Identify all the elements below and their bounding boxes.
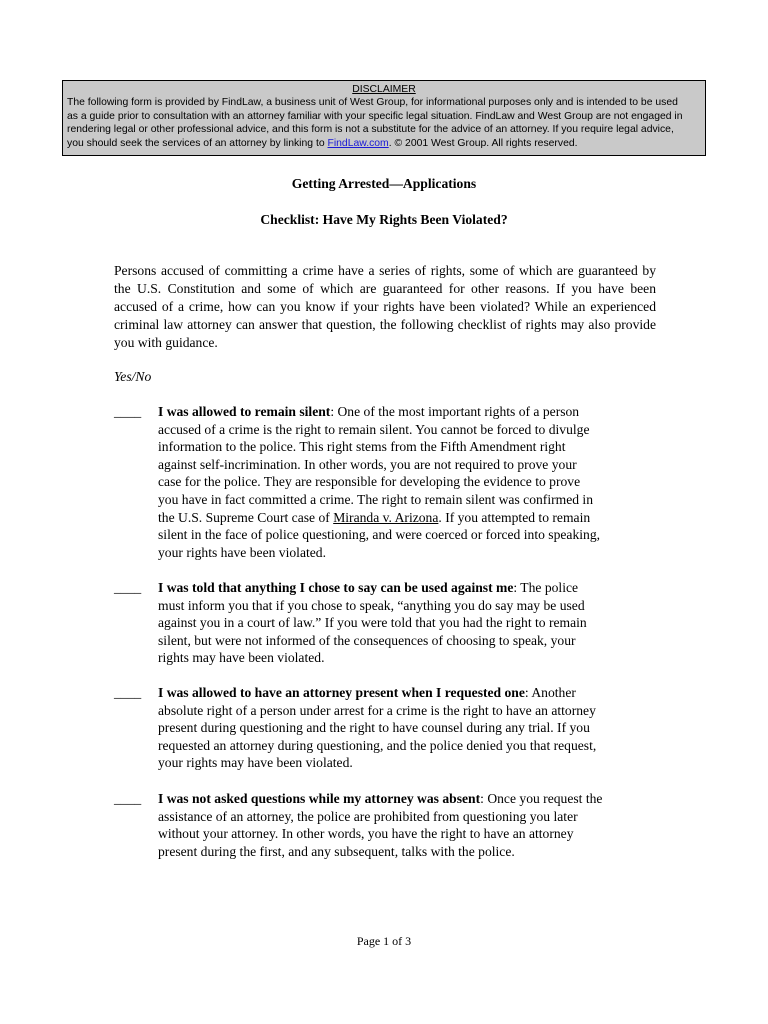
item-line	[158, 684, 656, 702]
answer-blank[interactable]: ____	[114, 580, 142, 595]
item-line	[158, 403, 656, 421]
disclaimer-line	[67, 137, 701, 150]
item-line: silent in the face of police questioning, and were coerced or forced into speaking,	[158, 527, 601, 543]
item-text: : Another	[524, 685, 576, 700]
checklist-item-body	[158, 579, 656, 667]
item-text: : Once you request the	[480, 791, 603, 806]
item-line: against self-incrimination. In other words, you are not required to prove your	[158, 456, 577, 472]
disclaimer-box	[62, 80, 706, 156]
checklist-item-body	[158, 403, 656, 561]
intro-paragraph: Persons accused of committing a crime have a series of rights, some of which are guaranteed by the U.S. Constitution and some of which are guaranteed for other reasons. If you have been accused of a crime, how can you know if your rights have been violated? While an experienced criminal law attorney can answer that question, the following checklist of rights may also provide you with guidance.	[114, 263, 656, 350]
checklist-item-body	[158, 684, 656, 772]
item-line: silent, but were not informed of the consequences of choosing to speak, your	[158, 632, 576, 648]
item-text: : One of the most important rights of a person	[330, 404, 580, 419]
item-line	[158, 579, 656, 597]
answer-blank[interactable]: ____	[114, 791, 142, 806]
copyright-text: . © 2001 West Group. All rights reserved.	[388, 137, 578, 149]
page-number: Page 1 of 3	[356, 934, 412, 948]
answer-blank[interactable]: ____	[114, 685, 142, 700]
item-heading: I was told that anything I chose to say can be used against me	[158, 580, 514, 595]
item-line: must inform you that if you chose to speak, “anything you do say may be used	[158, 597, 585, 613]
document-title: Getting Arrested—Applications	[291, 176, 477, 191]
item-line: rights may have been violated.	[158, 650, 325, 666]
item-line: present during questioning and the right to have counsel during any trial. If you	[158, 720, 590, 736]
disclaimer-line: as a guide prior to consultation with an attorney familiar with your specific legal situation. FindLaw and West Group are not engaged in	[67, 110, 683, 122]
item-line	[158, 509, 656, 527]
disclaimer-line: The following form is provided by FindLaw, a business unit of West Group, for informational purposes only and is intended to be used	[67, 97, 678, 109]
item-text: . If you attempted to remain	[438, 509, 591, 525]
disclaimer-text: you should seek the services of an attorney by linking to	[67, 137, 328, 149]
case-name: Miranda v. Arizona	[333, 509, 439, 525]
item-heading: I was not asked questions while my attorney was absent	[158, 791, 481, 806]
document-subtitle: Checklist: Have My Rights Been Violated?	[260, 212, 508, 227]
item-heading: I was allowed to have an attorney present when I requested one	[158, 685, 525, 700]
item-text: : The police	[513, 580, 579, 595]
disclaimer-line: rendering legal or other professional advice, and this form is not a substitute for the advice of an attorney. If you require legal advice,	[67, 124, 674, 136]
item-line: without your attorney. In other words, you have the right to have an attorney	[158, 826, 574, 842]
item-line: assistance of an attorney, the police are prohibited from questioning you later	[158, 808, 578, 824]
answer-blank[interactable]: ____	[114, 404, 142, 419]
item-line: case for the police. They are responsible for developing the evidence to prove	[158, 474, 581, 490]
item-line: your rights have been violated.	[158, 544, 326, 560]
yes-no-label: Yes/No	[114, 369, 152, 384]
checklist-item-body	[158, 790, 656, 860]
item-line	[158, 790, 656, 808]
item-line: you have in fact committed a crime. The right to remain silent was confirmed in	[158, 491, 593, 507]
findlaw-link[interactable]: FindLaw.com	[327, 137, 389, 149]
disclaimer-title: DISCLAIMER	[352, 84, 416, 95]
item-line: absolute right of a person under arrest for a crime is the right to have an attorney	[158, 702, 596, 718]
item-line: your rights may have been violated.	[158, 755, 353, 771]
item-line: information to the police. This right stems from the Fifth Amendment right	[158, 439, 566, 455]
item-text: the U.S. Supreme Court case of	[158, 509, 334, 525]
item-heading: I was allowed to remain silent	[158, 404, 331, 419]
item-line: accused of a crime is the right to remain silent. You cannot be forced to divulge	[158, 421, 590, 437]
item-line: against you in a court of law.” If you were told that you had the right to remain	[158, 615, 587, 631]
item-line: requested an attorney during questioning, and the police denied you that request,	[158, 737, 597, 753]
item-line: present during the first, and any subsequent, talks with the police.	[158, 843, 515, 859]
